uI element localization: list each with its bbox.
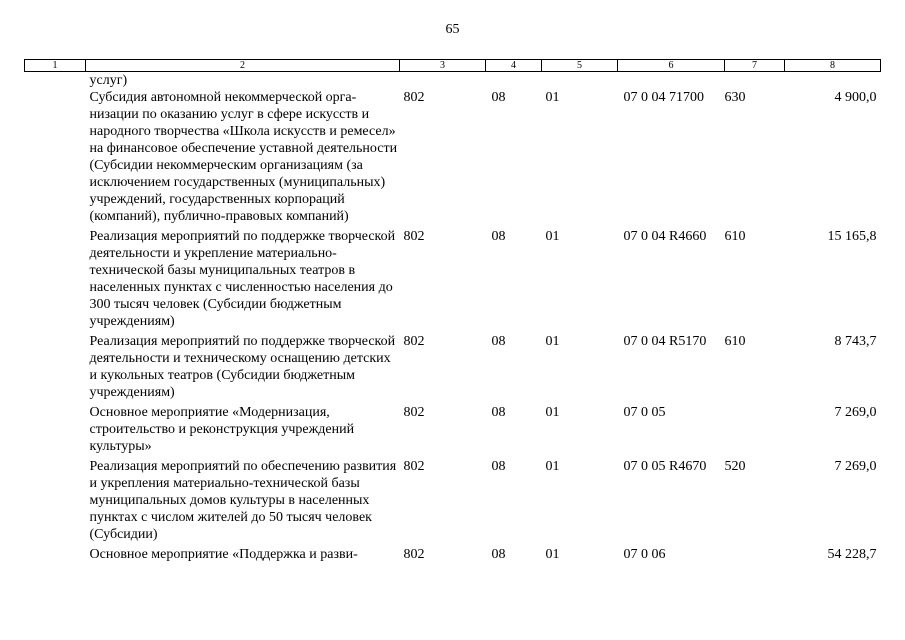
amount: 4 900,0 <box>834 90 877 105</box>
column-header-5: 5 <box>542 60 618 72</box>
row-index-cell <box>25 89 86 225</box>
table-row <box>25 401 881 455</box>
target-article-code: 07 0 04 R5170 <box>623 334 707 349</box>
row-index-cell <box>25 455 86 543</box>
expense-type-code: 630 <box>724 90 746 105</box>
ministry-code: 802 <box>403 90 425 105</box>
section-code: 08 <box>491 459 506 474</box>
ministry-code: 802 <box>403 334 425 349</box>
amount: 54 228,7 <box>827 547 877 562</box>
subsection-code <box>542 72 618 90</box>
section-code <box>486 72 542 90</box>
expense-type-code: 520 <box>724 459 746 474</box>
section-code: 08 <box>491 405 506 420</box>
section-code: 08 <box>491 334 506 349</box>
column-number-header <box>25 60 881 72</box>
section-code: 08 <box>491 229 506 244</box>
table-row <box>25 543 881 563</box>
item-name: Основное мероприятие «Модернизация, строительство и реконструкция учреждений культуры» <box>89 405 355 454</box>
item-name: Субсидия автономной некоммерческой организации по оказанию услуг в сфере искусств и народного творчества «Школа искусств и ремесел» на финансовое обеспечение уставной деятельности (Субсидии некоммерческим организациям (за исключением государственных (муниципальных) учреждений, государственных корпораций (компаний), публично-правовых компаний) <box>89 90 398 224</box>
column-header-3: 3 <box>400 60 486 72</box>
column-header-8: 8 <box>785 60 881 72</box>
target-article-code: 07 0 04 71700 <box>623 90 704 105</box>
item-name: услуг) <box>89 73 128 88</box>
expense-type-code: 610 <box>724 229 746 244</box>
page-number: 65 <box>445 22 460 37</box>
ministry-code: 802 <box>403 229 425 244</box>
row-index-cell <box>25 401 86 455</box>
amount: 7 269,0 <box>834 459 877 474</box>
subsection-code: 01 <box>545 334 560 349</box>
expense-type-code <box>725 401 785 455</box>
table-row <box>25 89 881 225</box>
target-article-code: 07 0 05 R4670 <box>623 459 707 474</box>
item-name: Основное мероприятие «Поддержка и разви- <box>89 547 358 562</box>
row-index-cell <box>25 543 86 563</box>
subsection-code: 01 <box>545 90 560 105</box>
section-code: 08 <box>491 90 506 105</box>
ministry-code <box>400 72 486 90</box>
budget-table <box>24 59 881 563</box>
item-name: Реализация мероприятий по поддержке творческой деятельности и укрепление материально-технической базы муниципальных театров в населенных пунктах с численностью населения до 300 тысяч человек (Субсидии бюджетным учреждениям) <box>89 229 396 329</box>
amount: 15 165,8 <box>827 229 877 244</box>
target-article-code: 07 0 04 R4660 <box>623 229 707 244</box>
target-article-code: 07 0 05 <box>623 405 666 420</box>
target-article-code <box>618 72 725 90</box>
item-name: Реализация мероприятий по поддержке творческой деятельности и техническому оснащению детских и кукольных театров (Субсидии бюджетным учреждениям) <box>89 334 396 400</box>
target-article-code: 07 0 06 <box>623 547 666 562</box>
table-row <box>25 72 881 90</box>
expense-type-code <box>725 72 785 90</box>
row-index-cell <box>25 225 86 330</box>
column-header-1: 1 <box>25 60 86 72</box>
ministry-code: 802 <box>403 405 425 420</box>
table-row <box>25 455 881 543</box>
subsection-code: 01 <box>545 405 560 420</box>
item-name: Реализация мероприятий по обеспечению развития и укрепления материально-технической базы муниципальных домов культуры в населенных пунктах с числом жителей до 50 тысяч человек (Субсидии) <box>89 459 397 542</box>
expense-type-code: 610 <box>724 334 746 349</box>
amount <box>785 72 881 90</box>
column-header-6: 6 <box>618 60 725 72</box>
amount: 8 743,7 <box>834 334 877 349</box>
row-index-cell <box>25 330 86 401</box>
column-header-4: 4 <box>486 60 542 72</box>
subsection-code: 01 <box>545 459 560 474</box>
ministry-code: 802 <box>403 547 425 562</box>
column-header-2: 2 <box>86 60 400 72</box>
ministry-code: 802 <box>403 459 425 474</box>
subsection-code: 01 <box>545 547 560 562</box>
amount: 7 269,0 <box>834 405 877 420</box>
expense-type-code <box>725 543 785 563</box>
table-row <box>25 225 881 330</box>
row-index-cell <box>25 72 86 90</box>
table-row <box>25 330 881 401</box>
subsection-code: 01 <box>545 229 560 244</box>
column-header-7: 7 <box>725 60 785 72</box>
section-code: 08 <box>491 547 506 562</box>
